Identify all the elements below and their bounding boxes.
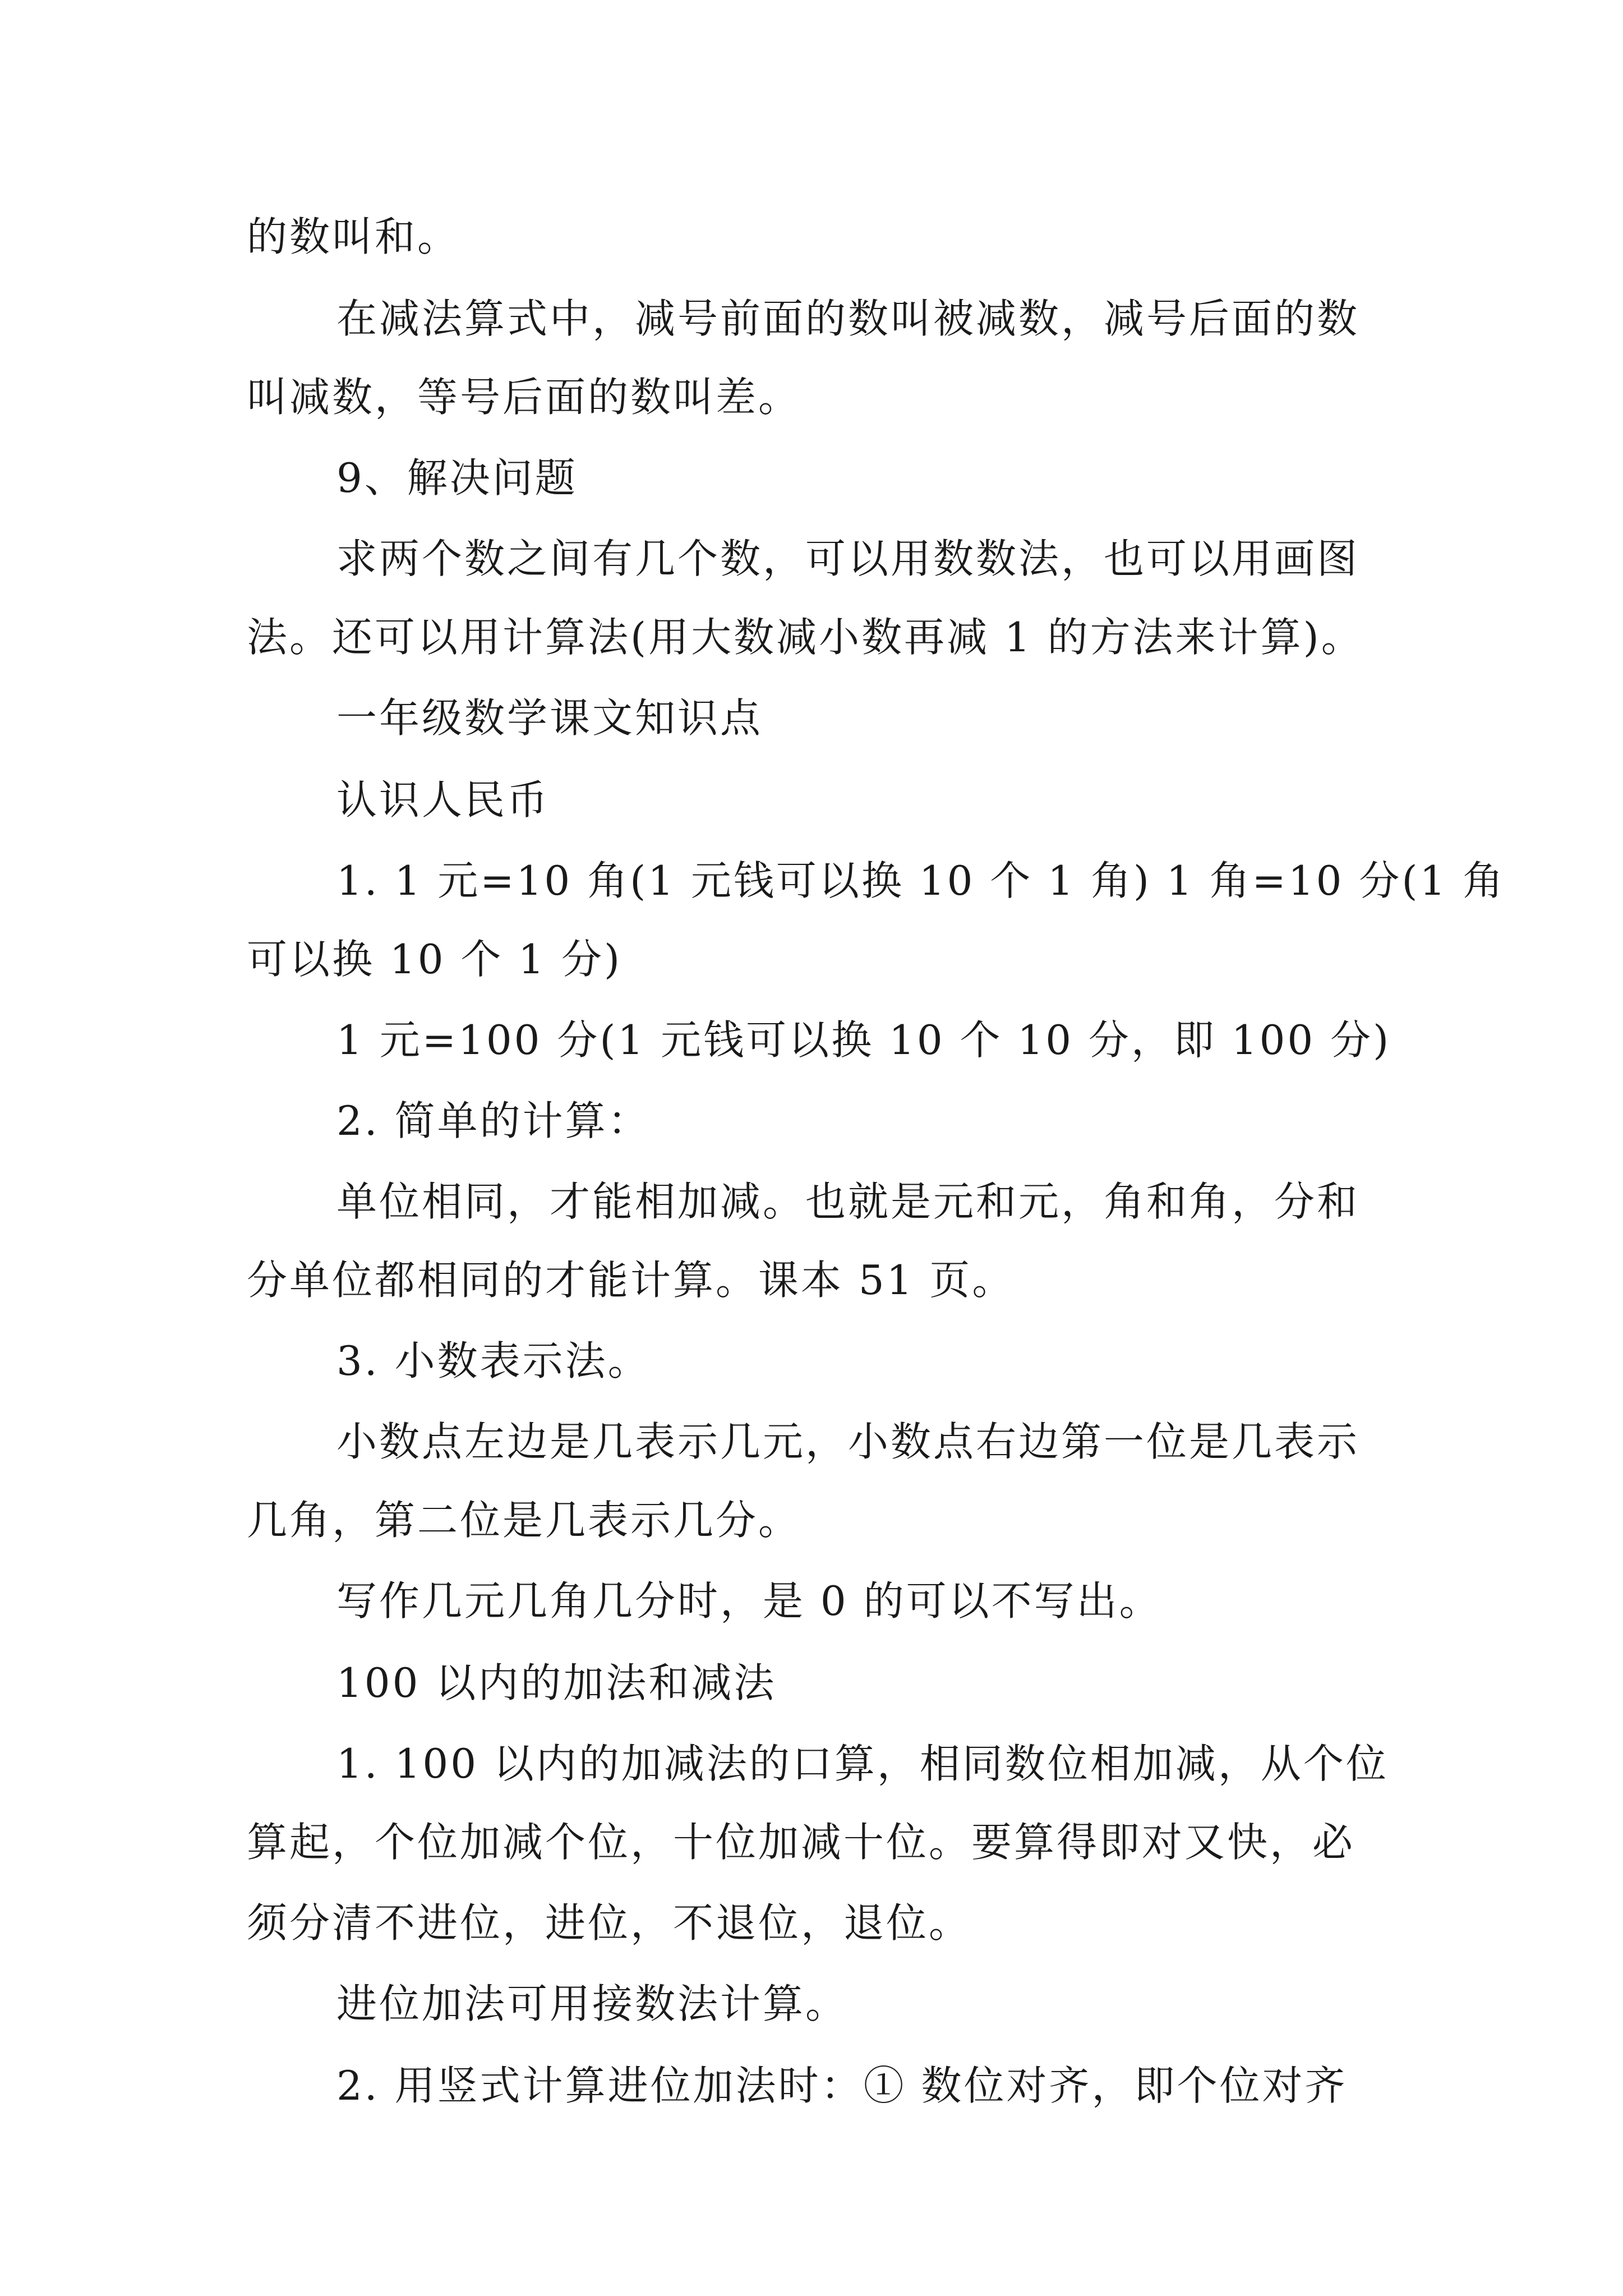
text-line: 单位相同，才能相加减。也就是元和元，角和角，分和 bbox=[336, 1178, 1360, 1225]
text-line: 须分清不进位，进位，不退位，退位。 bbox=[247, 1899, 972, 1947]
text-line: 可以换 10 个 1 分) bbox=[247, 936, 623, 983]
text-line: 叫减数，等号后面的数叫差。 bbox=[247, 374, 801, 421]
text-line: 1 元=100 分(1 元钱可以换 10 个 10 分，即 100 分) bbox=[336, 1016, 1391, 1064]
section-heading: 9、解决问题 bbox=[336, 454, 578, 501]
text-line: 分单位都相同的才能计算。课本 51 页。 bbox=[247, 1257, 1015, 1304]
text-line: 2. 用竖式计算进位加法时：① 数位对齐，即个位对齐 bbox=[336, 2062, 1348, 2109]
text-line: 的数叫和。 bbox=[247, 213, 460, 260]
text-line: 算起，个位加减个位，十位加减十位。要算得即对又快，必 bbox=[247, 1819, 1355, 1866]
text-line: 进位加法可用接数法计算。 bbox=[336, 1980, 849, 2027]
text-line: 1. 1 元=10 角(1 元钱可以换 10 个 1 角) 1 角=10 分(1 角 bbox=[336, 857, 1506, 904]
section-heading: 认识人民币 bbox=[336, 776, 550, 823]
text-line: 小数点左边是几表示几元，小数点右边第一位是几表示 bbox=[336, 1418, 1360, 1465]
text-line: 写作几元几角几分时，是 0 的可以不写出。 bbox=[336, 1577, 1162, 1625]
text-line: 3. 小数表示法。 bbox=[336, 1337, 651, 1384]
text-line: 在减法算式中，减号前面的数叫被减数，减号后面的数 bbox=[336, 295, 1360, 342]
text-line: 几角，第二位是几表示几分。 bbox=[247, 1497, 801, 1544]
section-heading: 一年级数学课文知识点 bbox=[336, 694, 763, 742]
text-line: 求两个数之间有几个数，可以用数数法，也可以用画图 bbox=[336, 535, 1360, 582]
text-line: 法。还可以用计算法(用大数减小数再减 1 的方法来计算)。 bbox=[247, 614, 1364, 661]
text-line: 2. 简单的计算： bbox=[336, 1097, 651, 1144]
section-heading: 100 以内的加法和减法 bbox=[336, 1659, 777, 1706]
text-line: 1. 100 以内的加减法的口算，相同数位相加减，从个位 bbox=[336, 1740, 1389, 1787]
